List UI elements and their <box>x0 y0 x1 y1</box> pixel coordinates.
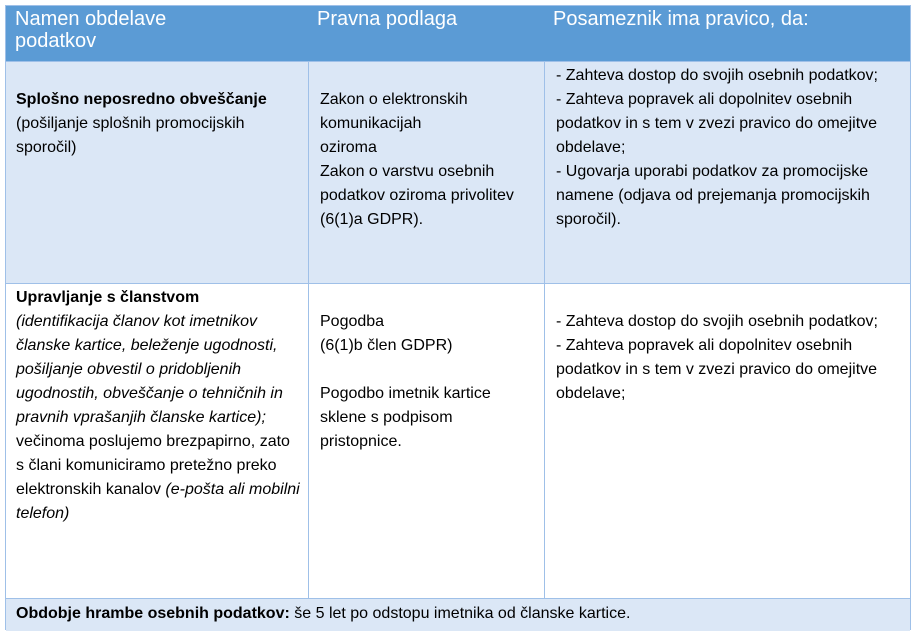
header-purpose-label: Namen obdelave podatkov <box>15 8 167 52</box>
retention-footer-row <box>6 598 910 631</box>
header-cell-legal-basis <box>308 6 544 61</box>
legal-basis-line: Zakon o varstvu osebnih podatkov oziroma privolitev (6(1)a GDPR). <box>320 163 514 228</box>
table-header-row <box>6 6 910 61</box>
purpose-note-channels: (e-pošta ali mobilni telefon) <box>16 481 300 522</box>
rights-item: - Zahteva popravek ali dopolnitev osebnih podatkov in s tem v zvezi pravico do omejitve obdelave; <box>556 91 878 156</box>
rights-item: - Zahteva dostop do svojih osebnih podatkov; <box>556 313 878 330</box>
purpose-cell <box>6 284 308 598</box>
header-cell-purpose <box>6 6 308 61</box>
header-rights-label: Posameznik ima pravico, da: <box>553 8 809 30</box>
legal-basis-line: (6(1)b člen GDPR) <box>320 337 453 354</box>
legal-basis-line: Zakon o elektronskih komunikacijah <box>320 91 468 132</box>
legal-basis-cell <box>308 284 544 598</box>
purpose-cell <box>6 62 308 283</box>
rights-cell <box>544 62 910 283</box>
legal-basis-cell <box>308 62 544 283</box>
rights-item: - Zahteva dostop do svojih osebnih podatkov; <box>556 67 878 84</box>
purpose-title: Upravljanje s članstvom <box>16 289 200 306</box>
retention-label: Obdobje hrambe osebnih podatkov: <box>16 605 290 622</box>
table-row <box>6 283 910 598</box>
purpose-description: (pošiljanje splošnih promocijskih sporočil) <box>16 115 245 156</box>
header-cell-rights <box>544 6 910 61</box>
rights-item: - Zahteva popravek ali dopolnitev osebnih podatkov in s tem v zvezi pravico do omejitve obdelave; <box>556 337 878 402</box>
header-legal-basis-label: Pravna podlaga <box>317 8 458 30</box>
legal-basis-line: Pogodbo imetnik kartice sklene s podpisom pristopnice. <box>320 385 491 450</box>
rights-item: - Ugovarja uporabi podatkov za promocijske namene (odjava od prejemanja promocijskih sporočil). <box>556 163 870 228</box>
purpose-description: (identifikacija članov kot imetnikov članske kartice, beleženje ugodnosti, pošiljanje obvestil o pridobljenih ugodnostih, obveščanje o tehničnih in pravnih vprašanjih članske kartice); <box>16 313 283 426</box>
legal-basis-line: oziroma <box>320 139 377 156</box>
retention-note <box>6 599 910 629</box>
purpose-title: Splošno neposredno obveščanje <box>16 91 267 108</box>
purpose-note <box>16 430 302 526</box>
rights-cell <box>544 284 910 598</box>
purpose-note-text: večinoma poslujemo brezpapirno, zato s člani komuniciramo pretežno preko elektronskih kanalov <box>16 433 290 498</box>
legal-basis-line: Pogodba <box>320 313 385 330</box>
retention-text: še 5 let po odstopu imetnika od članske kartice. <box>294 605 631 622</box>
data-processing-table <box>5 5 911 630</box>
table-row <box>6 61 910 283</box>
